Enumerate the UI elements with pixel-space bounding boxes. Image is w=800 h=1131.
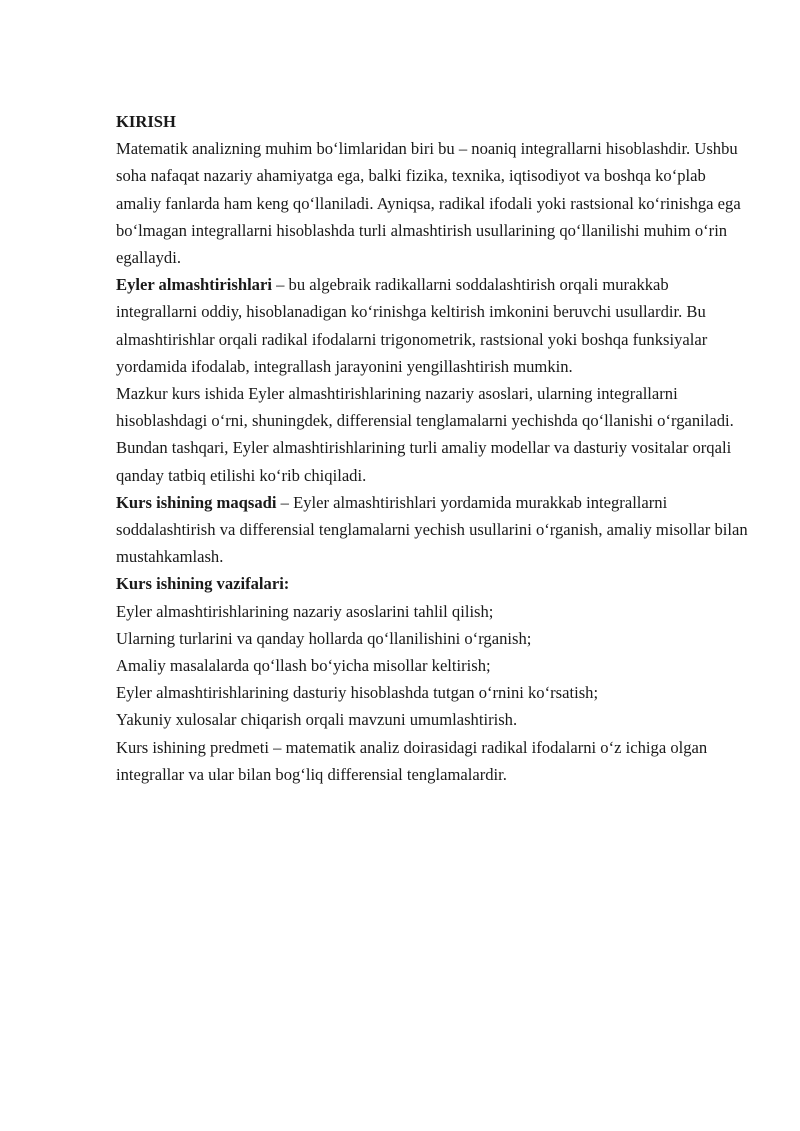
tasks-list <box>116 598 750 734</box>
task-item: Yakuniy xulosalar chiqarish orqali mavzuni umumlashtirish. <box>116 710 518 730</box>
goal-text: – Eyler almashtirishlari yordamida murakkab integrallarni soddalashtirish va differensial tenglamalarni yechish usullarini o‘rganish, amaliy misollar bilan mustahkamlash. <box>116 492 748 567</box>
euler-term: Eyler almashtirishlari <box>116 275 272 295</box>
section-heading: KIRISH <box>116 112 176 131</box>
intro-paragraph: Matematik analizning muhim bo‘limlaridan biri bu – noaniq integrallarni hisoblashdir. Ushbu soha nafaqat nazariy ahamiyatga ega, balki fizika, texnika, iqtisodiyot va boshqa ko‘plab amaliy fanlarda ham keng qo‘llaniladi. Ayniqsa, radikal ifodali yoki rastsional ko‘rinishga ega bo‘lmagan integrallarni hisoblashda turli almashtirish usullarining qo‘llanilishi muhim o‘rin egallaydi. <box>116 139 741 268</box>
task-item: Amaliy masalalarda qo‘llash bo‘yicha misollar keltirish; <box>116 656 491 676</box>
goal-term: Kurs ishining maqsadi <box>116 492 277 512</box>
task-item: Eyler almashtirishlarining dasturiy hisoblashda tutgan o‘rnini ko‘rsatish; <box>116 683 599 703</box>
goal-paragraph <box>116 489 750 571</box>
scope-paragraph: Mazkur kurs ishida Eyler almashtirishlarining nazariy asoslari, ularning integrallarni hisoblashdagi o‘rni, shuningdek, differensial tenglamalarni yechishda qo‘llanishi o‘rganiladi. Bundan tashqari, Eyler almashtirishlarining turli amaliy modellar va dasturiy vositalar orqali qanday tatbiq etilishi ko‘rib chiqiladi. <box>116 384 734 485</box>
euler-definition-text: – bu algebraik radikallarni soddalashtirish orqali murakkab integrallarni oddiy, hisoblanadigan ko‘rinishga keltirish imkonini beruvchi usullardir. Bu almashtirishlar orqali radikal ifodalarni trigonometrik, rastsional yoki boshqa funksiyalar yordamida ifodalab, integrallash jarayonini yengillashtirish mumkin. <box>116 275 708 376</box>
subject-paragraph: Kurs ishining predmeti – matematik analiz doirasidagi radikal ifodalarni o‘z ichiga olgan integrallar va ular bilan bog‘liq differensial tenglamalardir. <box>116 737 708 784</box>
document-page <box>116 108 750 788</box>
euler-definition-paragraph <box>116 271 750 380</box>
task-item: Eyler almashtirishlarining nazariy asoslarini tahlil qilish; <box>116 601 494 621</box>
tasks-heading: Kurs ishining vazifalari: <box>116 574 290 594</box>
task-item: Ularning turlarini va qanday hollarda qo‘llanilishini o‘rganish; <box>116 628 532 648</box>
